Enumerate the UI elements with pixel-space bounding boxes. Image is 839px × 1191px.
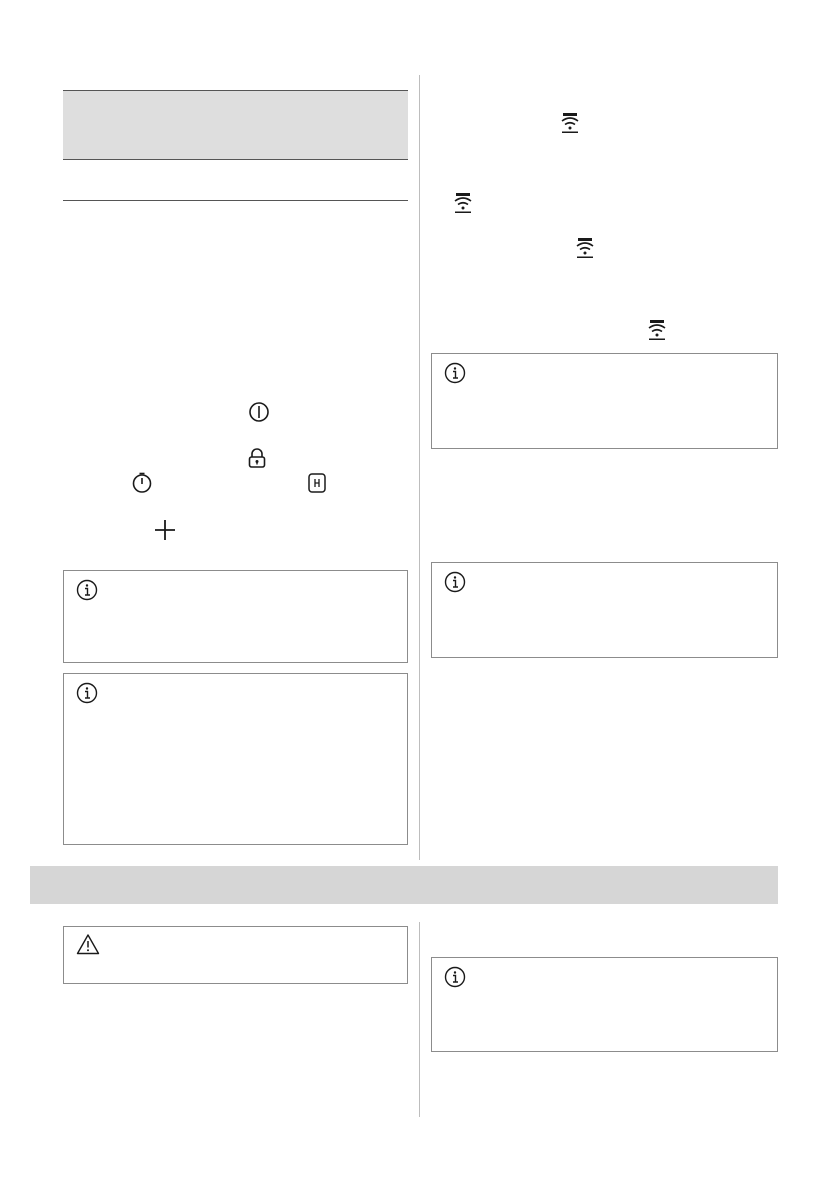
info-note — [63, 570, 408, 663]
hood-connection-icon — [573, 236, 597, 260]
column-divider-bottom — [419, 922, 420, 1117]
info-icon — [76, 579, 98, 601]
info-icon — [444, 966, 466, 988]
info-icon — [444, 362, 466, 384]
plus-icon — [153, 518, 177, 542]
lock-icon — [245, 446, 269, 470]
hood-connection-icon — [558, 111, 582, 135]
info-note — [431, 353, 778, 449]
info-note — [63, 673, 408, 845]
info-note — [431, 562, 778, 658]
table-row — [63, 158, 408, 201]
warning-note — [63, 926, 408, 984]
info-icon — [444, 571, 466, 593]
hood-connection-icon — [645, 318, 669, 342]
warning-icon — [76, 933, 98, 955]
column-divider-top — [419, 75, 420, 860]
hob2hood-icon — [305, 471, 329, 495]
table-header — [63, 90, 408, 160]
hood-connection-icon — [451, 191, 475, 215]
power-icon — [247, 400, 271, 424]
timer-icon — [130, 471, 154, 495]
info-note — [431, 957, 778, 1052]
section-heading-bar — [30, 866, 778, 904]
info-icon — [76, 682, 98, 704]
